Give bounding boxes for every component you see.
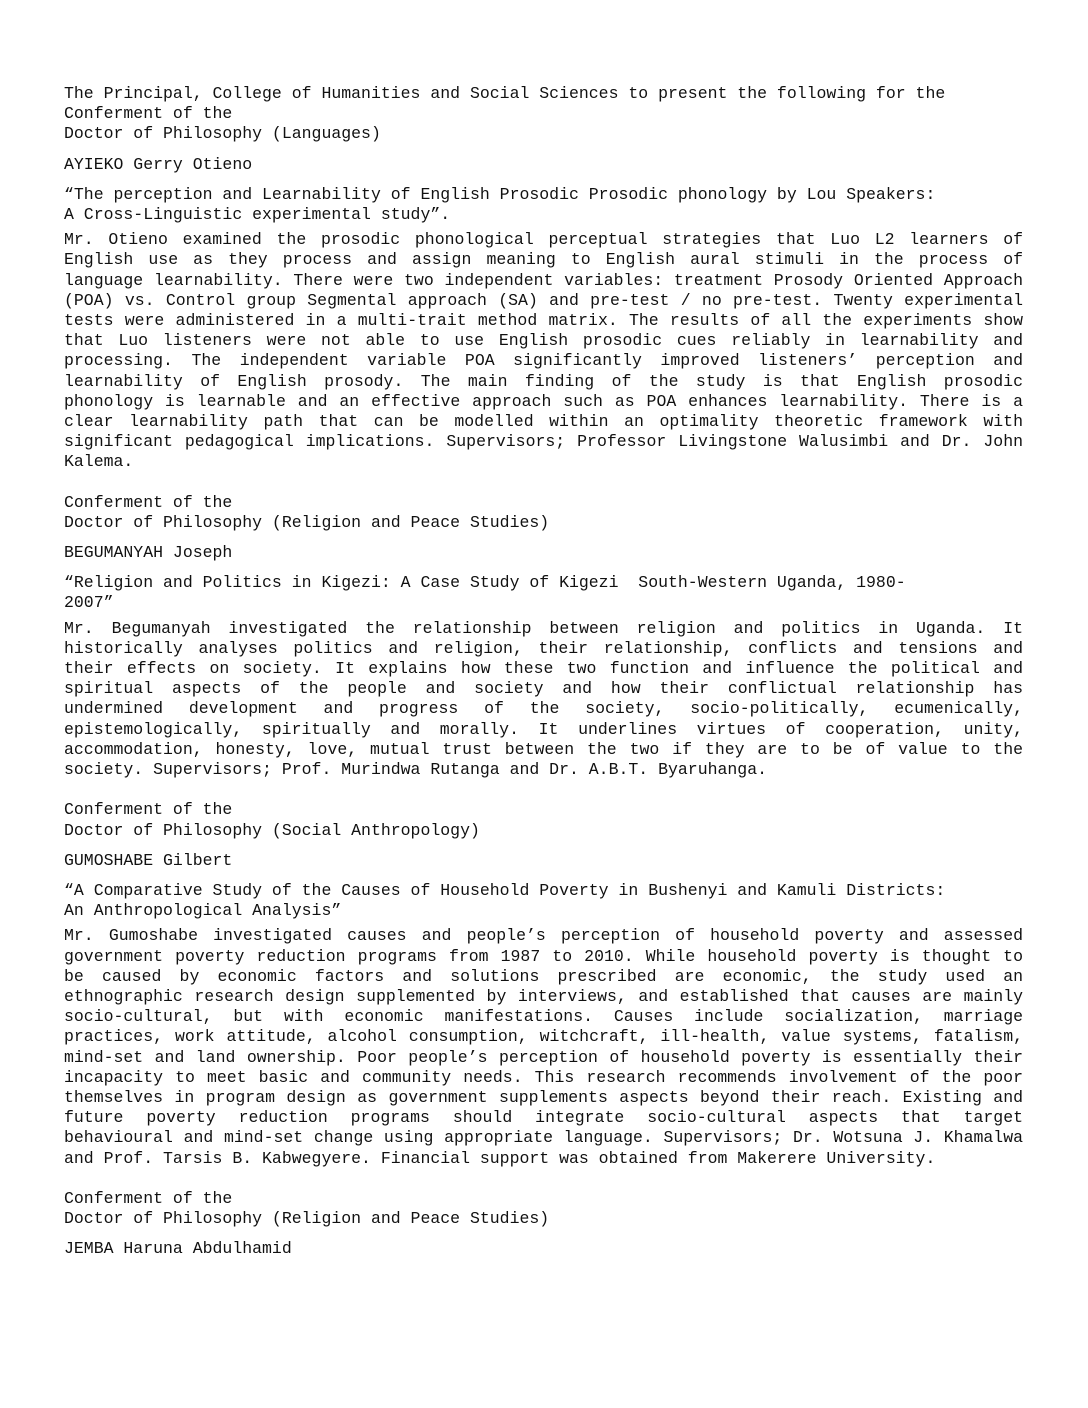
thesis-title-line: 2007” [64,593,114,613]
thesis-title-line: “A Comparative Study of the Causes of Household Poverty in Bushenyi and Kamuli Districts: [64,880,946,900]
degree-title: Doctor of Philosophy (Social Anthropology) [64,820,480,840]
degree-title: Doctor of Philosophy (Languages) [64,124,381,144]
conferment-label: Conferment of the [64,104,233,124]
intro-line: The Principal, College of Humanities and Social Sciences to present the following for the [64,84,946,103]
candidate-name: BEGUMANYAH Joseph [64,543,233,563]
conferment-label: Conferment of the [64,1188,233,1208]
thesis-abstract: Mr. Otieno examined the prosodic phonological perceptual strategies that Luo L2 learners of English use as they process and assign meaning to English aural stimuli in the process of language learnability. There were two independent variables: treatment Prosody Oriented Approach (POA) vs. Control group Segmental approach (SA) and pre-test / no pre-test. Twenty experimental tests were administered in a multi-trait method matrix. The results of all the experiments show that Luo listeners were not able to use English prosodic cues reliably in learnability and processing. The independent variable POA significantly improved listeners’ perception and learnability of English prosody. The main finding of the study is that English prosodic phonology is learnable and an effective approach such as POA enhances learnability. There is a clear learnability path that can be modelled within an optimality theoretic framework with significant pedagogical implications. Supervisors; Professor Livingstone Walusimbi and Dr. John Kalema. [64,230,1023,472]
thesis-title-line: “The perception and Learnability of English Prosodic Prosodic phonology by Lou Speakers: [64,184,936,204]
candidate-name: AYIEKO Gerry Otieno [64,154,253,174]
thesis-abstract: Mr. Gumoshabe investigated causes and people’s perception of household poverty and assessed government poverty reduction programs from 1987 to 2010. While household poverty is thought to be caused by economic factors and solutions prescribed are economic, the study used an ethnographic research design supplemented by interviews, and established that causes are mainly socio-cultural, but with economic manifestations. Causes include socialization, marriage practices, work attitude, alcohol consumption, witchcraft, ill-health, value systems, fatalism, mind-set and land ownership. Poor people’s perception of household poverty is essentially their incapacity to meet basic and community needs. This research recommends involvement of the poor themselves in program design as government supplements aspects beyond their reach. Existing and future poverty reduction programs should integrate socio-cultural aspects that target behavioural and mind-set change using appropriate language. Supervisors; Dr. Wotsuna J. Khamalwa and Prof. Tarsis B. Kabwegyere. Financial support was obtained from Makerere University. [64,926,1023,1168]
degree-title: Doctor of Philosophy (Religion and Peace Studies) [64,512,550,532]
degree-title: Doctor of Philosophy (Religion and Peace Studies) [64,1208,550,1228]
document-page [64,84,1023,1259]
conferment-label: Conferment of the [64,492,233,512]
thesis-title-line: “Religion and Politics in Kigezi: A Case Study of Kigezi South-Western Uganda, 1980- [64,573,906,593]
thesis-abstract: Mr. Begumanyah investigated the relationship between religion and politics in Uganda. It historically analyses politics and religion, their relationship, conflicts and tensions and their effects on society. It explains how these two function and influence the political and spiritual aspects of the people and society and how their conflictual relationship has undermined development and progress of the society, socio-politically, ecumenically, epistemologically, spiritually and morally. It underlines virtues of cooperation, unity, accommodation, honesty, love, mutual trust between the two if they are to be of value to the society. Supervisors; Prof. Murindwa Rutanga and Dr. A.B.T. Byaruhanga. [64,618,1023,780]
candidate-name: GUMOSHABE Gilbert [64,850,233,870]
thesis-title-line: A Cross-Linguistic experimental study”. [64,205,451,225]
conferment-label: Conferment of the [64,800,233,820]
thesis-title-line: An Anthropological Analysis” [64,901,342,921]
candidate-name: JEMBA Haruna Abdulhamid [64,1239,292,1259]
